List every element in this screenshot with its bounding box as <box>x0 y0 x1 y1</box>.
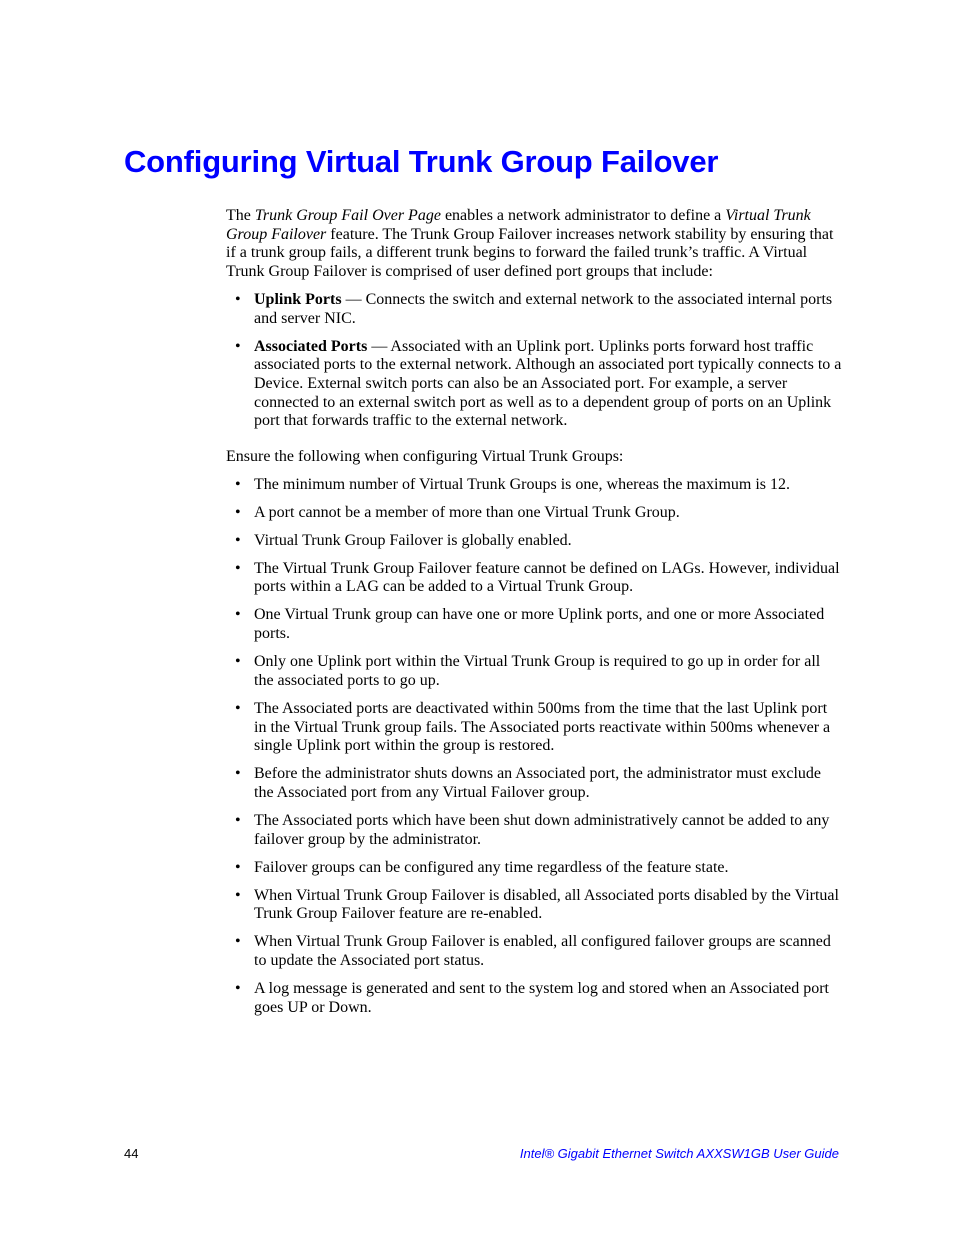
page-number: 44 <box>124 1146 139 1161</box>
page-title: Configuring Virtual Trunk Group Failover <box>124 144 719 179</box>
intro-page-name: Trunk Group Fail Over Page <box>254 207 441 224</box>
list-item-text: The minimum number of Virtual Trunk Groups is one, whereas the maximum is 12. <box>254 475 791 493</box>
body-content <box>226 207 842 1017</box>
intro-text-2: enables a network administrator to define a <box>440 207 726 224</box>
list-item <box>226 933 842 970</box>
bullet-icon: • <box>235 337 241 355</box>
list-item-text: A log message is generated and sent to the system log and stored when an Associated port goes UP or Down. <box>254 980 829 1016</box>
bullet-icon: • <box>235 886 241 904</box>
list-item-text: The Virtual Trunk Group Failover feature cannot be defined on LAGs. However, individual ports within a LAG can be added to a Virtual Trunk Group. <box>254 559 840 596</box>
bullet-icon: • <box>235 765 241 783</box>
bullet-icon: • <box>235 290 241 308</box>
term-label: Associated Ports <box>254 337 368 355</box>
list-item-text: The Associated ports which have been shut down administratively cannot be added to any failover group by the administrator. <box>254 811 830 848</box>
intro-text-3: feature. The Trunk Group Failover increases network stability by ensuring that if a trunk group fails, a different trunk begins to forward the failed trunk’s traffic. A Virtual Trunk Group Failover is comprised of user defined port groups that include: <box>226 225 834 281</box>
bullet-icon: • <box>235 531 241 549</box>
bullet-icon: • <box>235 653 241 671</box>
term-description: — Connects the switch and external network to the associated internal ports and server NIC. <box>254 290 833 327</box>
list-item <box>226 765 842 802</box>
list-item <box>226 812 842 849</box>
list-item-text: One Virtual Trunk group can have one or more Uplink ports, and one or more Associated ports. <box>254 606 825 643</box>
list-item <box>226 653 842 690</box>
list-item <box>226 859 842 878</box>
list-item-text: Only one Uplink port within the Virtual Trunk Group is required to go up in order for all the associated ports to go up. <box>254 653 821 689</box>
list-item-text: Before the administrator shuts downs an Associated port, the administrator must exclude the Associated port from any Virtual Failover group. <box>254 765 821 801</box>
list-item <box>226 532 842 551</box>
list-item <box>226 560 842 597</box>
intro-text-1: The <box>226 207 255 224</box>
list-item-text: The Associated ports are deactivated within 500ms from the time that the last Uplink port in the Virtual Trunk group fails. The Associated ports reactivate within 500ms whenever a single Uplink port within the group is restored. <box>254 699 831 755</box>
footer-document-title: Intel® Gigabit Ethernet Switch AXXSW1GB User Guide <box>519 1146 839 1161</box>
intro-feature-name: Virtual Trunk Group Failover <box>226 207 811 243</box>
bullet-icon: • <box>235 933 241 951</box>
list-item <box>226 980 842 1017</box>
list-item <box>226 606 842 643</box>
list-item <box>226 476 842 495</box>
list-item-text: Virtual Trunk Group Failover is globally enabled. <box>254 531 572 549</box>
bullet-icon: • <box>235 503 241 521</box>
term-label: Uplink Ports <box>254 290 342 308</box>
bullet-icon: • <box>235 559 241 577</box>
term-description: — Associated with an Uplink port. Uplinks ports forward host traffic associated ports to the external network. Although an associated port typically connects to a Device. External switch ports can also be an Associated port. For example, a server connected to an external switch port as well as to a dependent group of ports on an Uplink port that forwards traffic to the external network. <box>254 337 842 430</box>
list-item <box>226 291 842 328</box>
ensure-paragraph: Ensure the following when configuring Virtual Trunk Groups: <box>226 448 624 466</box>
bullet-icon: • <box>235 811 241 829</box>
bullet-icon: • <box>235 475 241 493</box>
bullet-icon: • <box>235 858 241 876</box>
bullet-icon: • <box>235 980 241 998</box>
rules-list <box>226 476 842 1018</box>
list-item-text: When Virtual Trunk Group Failover is enabled, all configured failover groups are scanned to update the Associated port status. <box>254 933 831 970</box>
list-item-text: Failover groups can be configured any time regardless of the feature state. <box>254 858 729 876</box>
list-item-text: When Virtual Trunk Group Failover is disabled, all Associated ports disabled by the Virtual Trunk Group Failover feature are re-enabled. <box>254 886 839 923</box>
list-item-text: A port cannot be a member of more than one Virtual Trunk Group. <box>254 503 680 521</box>
port-types-list <box>226 291 842 431</box>
intro-paragraph <box>226 207 842 282</box>
list-item <box>226 504 842 523</box>
list-item <box>226 887 842 924</box>
list-item <box>226 338 842 432</box>
list-item <box>226 700 842 756</box>
bullet-icon: • <box>235 606 241 624</box>
bullet-icon: • <box>235 699 241 717</box>
